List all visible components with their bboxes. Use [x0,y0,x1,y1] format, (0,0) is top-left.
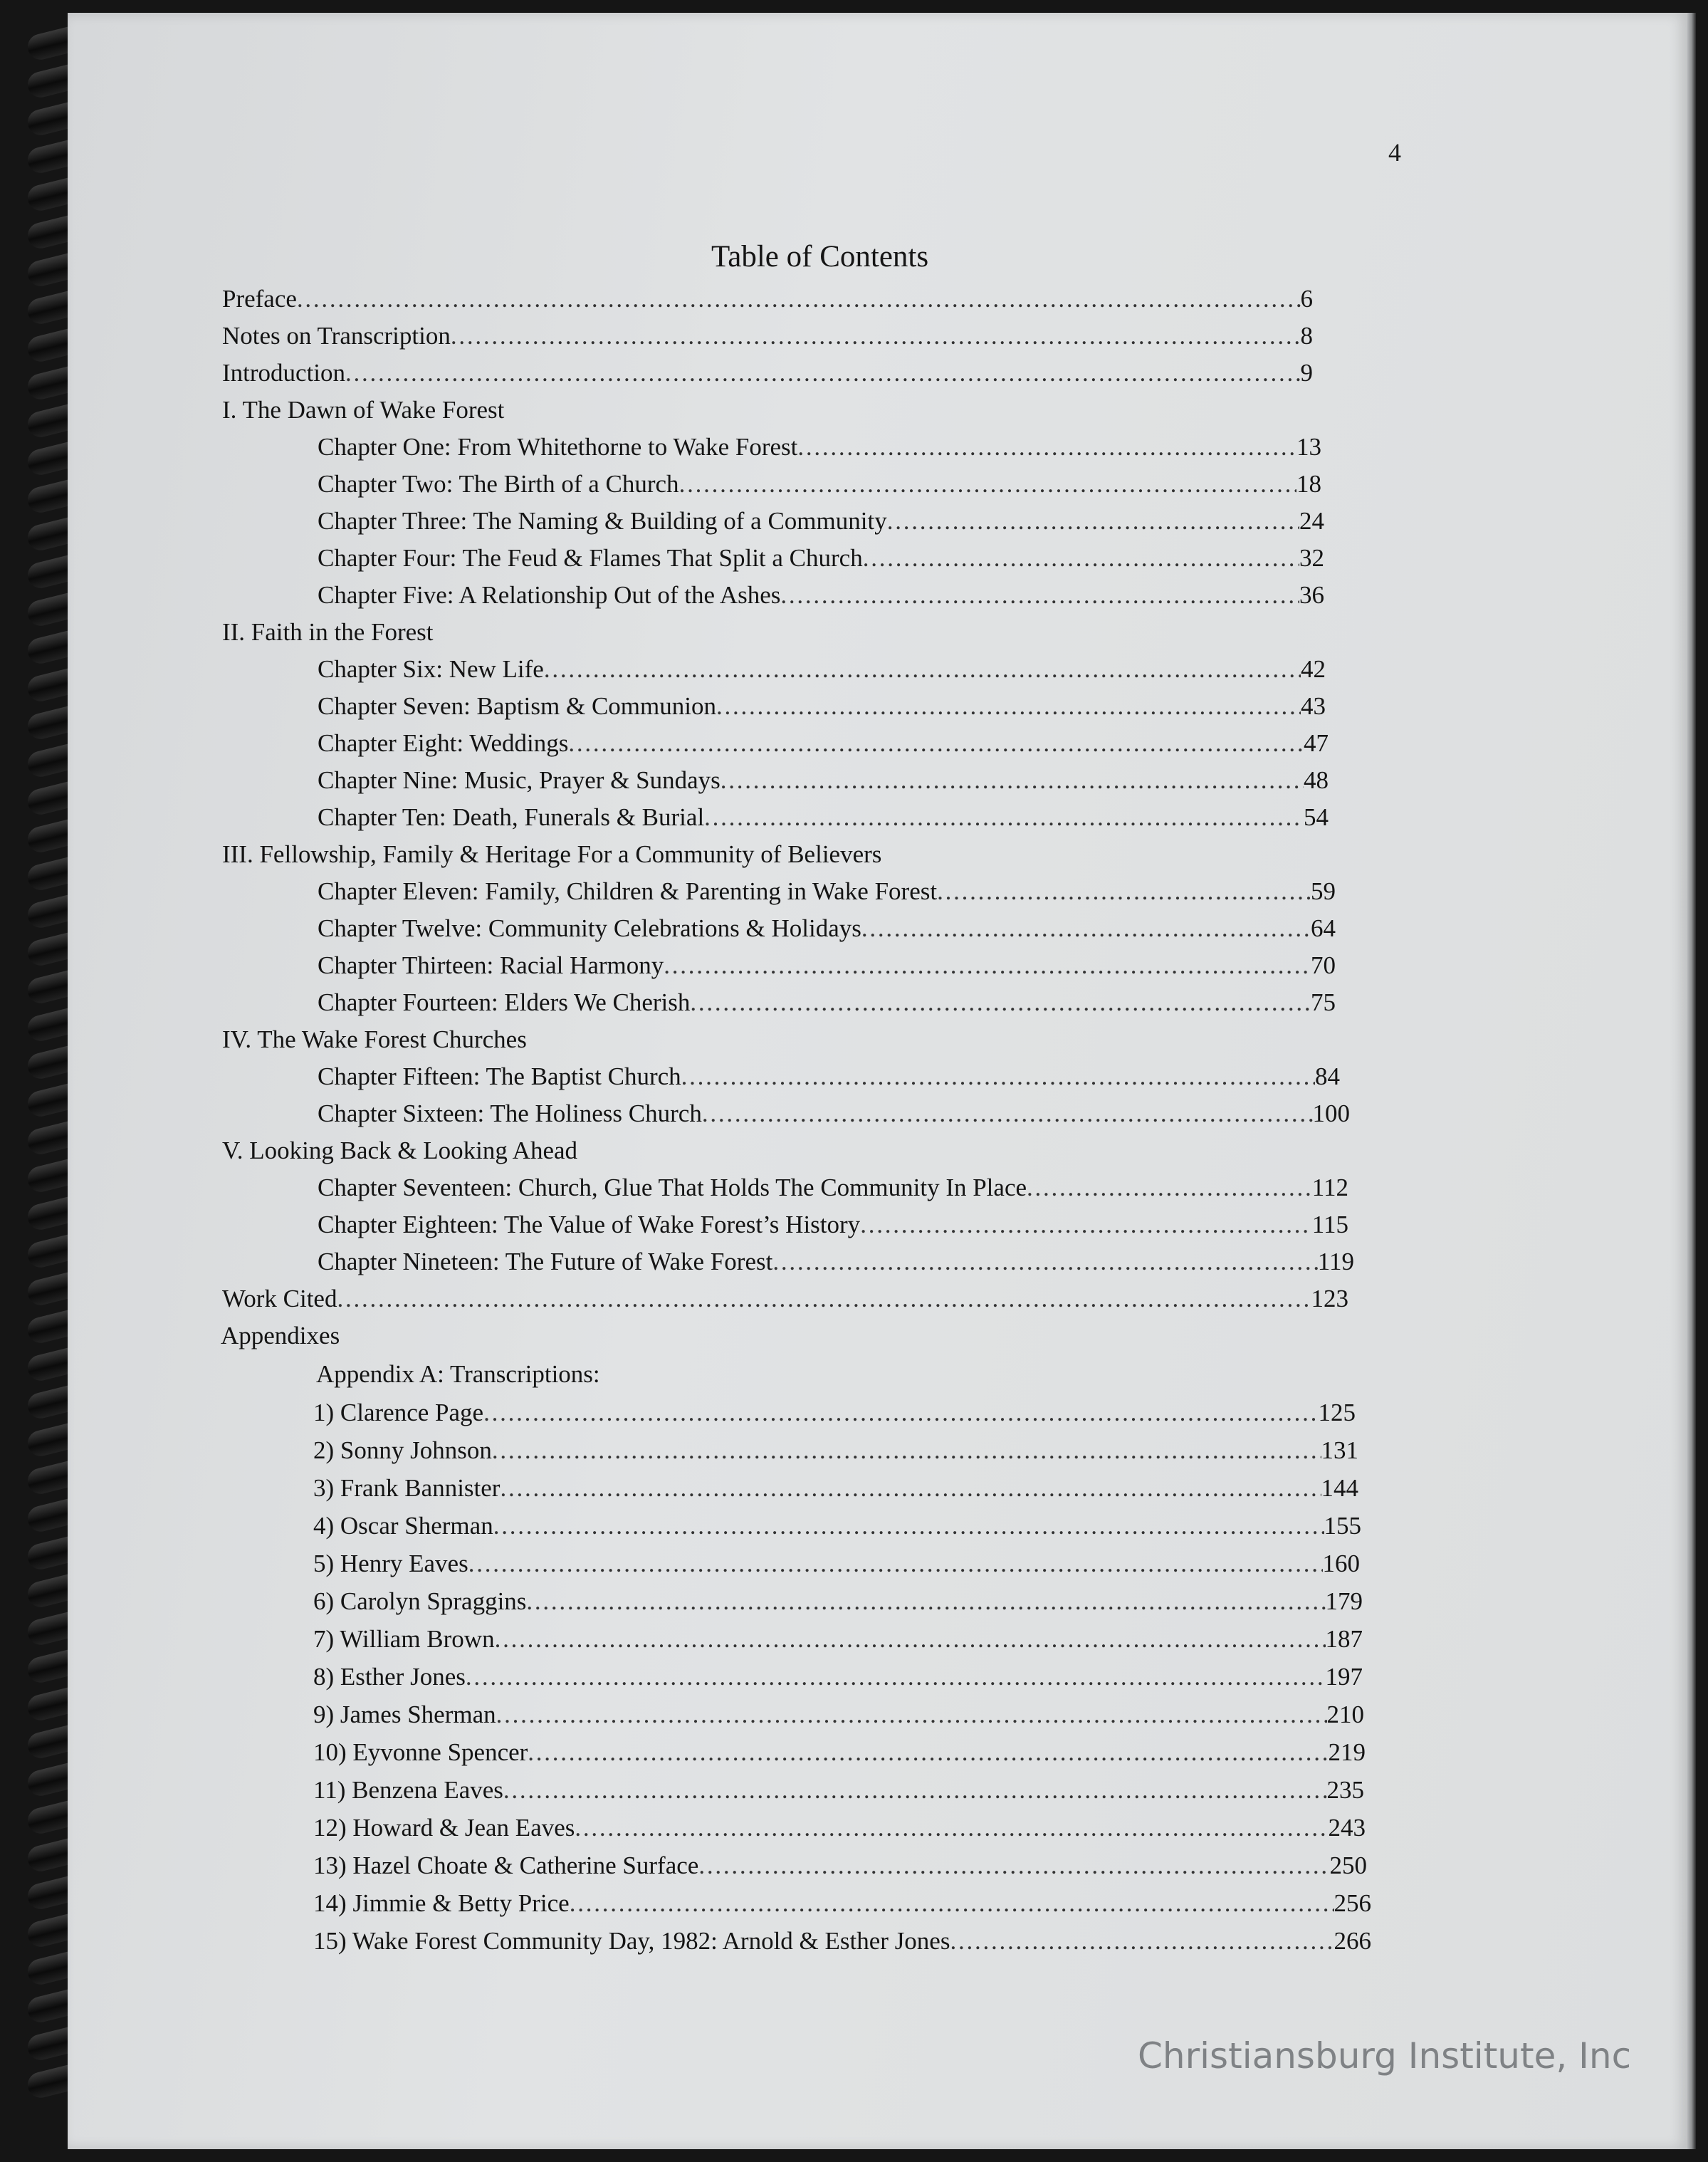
dot-leader [493,1512,1324,1540]
entry-label: Chapter Five: A Relationship Out of the Ashes [318,581,781,609]
entry-label: 12) Howard & Jean Eaves [313,1814,575,1842]
entry-label: 15) Wake Forest Community Day, 1982: Arnold & Esther Jones [313,1927,950,1955]
entry-label: 10) Eyvonne Spencer [313,1738,528,1766]
toc-entry [318,692,1326,721]
dot-leader [544,655,1301,684]
toc-entry [318,655,1326,684]
entry-label: Chapter Eighteen: The Value of Wake Forest’s History [318,1211,861,1238]
toc-entry [318,1174,1348,1202]
dot-leader [950,1927,1334,1955]
dot-leader [500,1474,1321,1503]
part-heading: V. Looking Back & Looking Ahead [222,1137,578,1164]
transcription-entry [313,1625,1363,1654]
entry-label: Chapter Nineteen: The Future of Wake Forest [318,1248,773,1275]
entry-label: Chapter Sixteen: The Holiness Church [318,1100,702,1127]
part-heading: IV. The Wake Forest Churches [222,1025,527,1053]
entry-page: 100 [1312,1100,1350,1127]
toc-entry [318,729,1329,758]
entry-label: Chapter Twelve: Community Celebrations & Holidays [318,914,861,942]
dot-leader [861,914,1311,943]
transcription-entry [313,1927,1371,1955]
dot-leader [526,1587,1325,1616]
entry-page: 187 [1325,1625,1363,1653]
entry-label: 6) Carolyn Spraggins [313,1587,527,1615]
dot-leader [528,1738,1328,1767]
toc-entry [318,507,1324,536]
entry-page: 64 [1311,914,1336,942]
entry-label: Chapter Fourteen: Elders We Cherish [318,988,691,1016]
appendixes-heading: Appendixes [221,1322,340,1349]
entry-page: 197 [1325,1663,1363,1691]
dot-leader [496,1701,1327,1729]
transcription-entry [313,1663,1363,1691]
entry-label: 14) Jimmie & Betty Price [313,1889,570,1917]
entry-page: 36 [1299,581,1324,609]
entry-page: 42 [1301,655,1326,683]
dot-leader [297,285,1301,313]
transcription-entry [313,1550,1360,1578]
entry-label: 2) Sonny Johnson [313,1436,492,1464]
entry-page: 235 [1326,1776,1364,1804]
transcription-entry [313,1587,1363,1616]
dot-leader [721,766,1304,795]
page-number: 4 [1388,138,1401,167]
dot-leader [451,322,1301,350]
toc-entry [318,581,1324,610]
entry-label: Chapter Three: The Naming & Building of a Community [318,507,887,535]
entry-page: 24 [1299,507,1324,535]
entry-page: 243 [1328,1814,1366,1842]
toc-entry [318,433,1321,461]
entry-page: 119 [1317,1248,1354,1275]
entry-label: 5) Henry Eaves [313,1550,468,1577]
page-edge [1687,13,1696,2149]
transcription-entry [313,1436,1358,1465]
toc-entry [318,877,1336,906]
entry-page: 155 [1324,1512,1361,1540]
dot-leader [681,1062,1315,1091]
entry-label: Preface [222,285,297,313]
transcription-entry [313,1776,1364,1805]
entry-page: 123 [1311,1285,1348,1312]
entry-page: 144 [1321,1474,1358,1502]
dot-leader [887,507,1299,536]
entry-page: 48 [1304,766,1329,794]
toc-entry [318,914,1336,943]
entry-label: Chapter Six: New Life [318,655,544,683]
dot-leader [503,1776,1327,1805]
entry-label: 3) Frank Bannister [313,1474,501,1502]
entry-page: 47 [1304,729,1329,757]
toc-entry [318,951,1336,980]
entry-label: Chapter Ten: Death, Funerals & Burial [318,803,705,831]
dot-leader [466,1663,1326,1691]
dot-leader [702,1100,1313,1128]
toc-entry [318,1100,1350,1128]
part-heading: II. Faith in the Forest [222,618,434,646]
toc-entry-introduction [222,359,1313,387]
entry-page: 32 [1299,544,1324,572]
dot-leader [797,433,1296,461]
dot-leader [716,692,1301,721]
entry-label: Chapter Fifteen: The Baptist Church [318,1062,681,1090]
dot-leader [860,1211,1312,1239]
dot-leader [495,1625,1326,1654]
dot-leader [483,1399,1318,1427]
toc-entry [318,803,1329,832]
entry-page: 9 [1300,359,1313,387]
entry-label: 7) William Brown [313,1625,495,1653]
entry-label: Chapter Thirteen: Racial Harmony [318,951,664,979]
entry-page: 219 [1328,1738,1366,1766]
entry-label: 13) Hazel Choate & Catherine Surface [313,1852,699,1879]
dot-leader [337,1285,1311,1313]
entry-label: Chapter One: From Whitethorne to Wake Forest [318,433,798,461]
entry-label: Chapter Eleven: Family, Children & Parenting in Wake Forest [318,877,938,905]
entry-page: 18 [1296,470,1321,498]
entry-label: Chapter Nine: Music, Prayer & Sundays [318,766,721,794]
transcription-entry [313,1474,1358,1503]
entry-page: 75 [1311,988,1336,1016]
transcription-entry [313,1889,1371,1918]
dot-leader [698,1852,1329,1880]
entry-label: 9) James Sherman [313,1701,496,1728]
dot-leader [664,951,1311,980]
entry-page: 179 [1325,1587,1363,1615]
transcription-entry [313,1399,1356,1427]
entry-page: 115 [1311,1211,1348,1238]
toc-title: Table of Contents [711,240,929,273]
entry-page: 256 [1334,1889,1371,1917]
entry-page: 210 [1326,1701,1364,1728]
entry-page: 54 [1304,803,1329,831]
entry-label: 11) Benzena Eaves [313,1776,503,1804]
part-heading: I. The Dawn of Wake Forest [222,396,505,424]
entry-label: Chapter Seventeen: Church, Glue That Holds The Community In Place [318,1174,1027,1201]
transcription-entry [313,1738,1366,1767]
entry-page: 160 [1322,1550,1360,1577]
dot-leader [937,877,1311,906]
toc-entry [318,1062,1340,1091]
entry-page: 131 [1321,1436,1358,1464]
dot-leader [704,803,1304,832]
entry-page: 13 [1296,433,1321,461]
dot-leader [570,1889,1334,1918]
entry-page: 59 [1311,877,1336,905]
dot-leader [468,1550,1323,1578]
entry-page: 43 [1301,692,1326,720]
toc-entry [318,1248,1354,1276]
entry-label: 8) Esther Jones [313,1663,466,1691]
entry-page: 70 [1311,951,1336,979]
entry-page: 266 [1334,1927,1371,1955]
dot-leader [575,1814,1328,1842]
toc-entry-notes [222,322,1313,350]
toc-entry [318,544,1324,573]
entry-label: Chapter Four: The Feud & Flames That Split a Church [318,544,863,572]
entry-page: 84 [1315,1062,1340,1090]
dot-leader [690,988,1311,1017]
toc-entry-preface [222,285,1313,313]
appendix-a-heading: Appendix A: Transcriptions: [316,1360,600,1388]
entry-page: 8 [1300,322,1313,350]
part-heading: III. Fellowship, Family & Heritage For a Community of Believers [222,840,882,868]
entry-label: Chapter Eight: Weddings [318,729,569,757]
entry-page: 125 [1318,1399,1356,1426]
toc-entry [318,470,1321,498]
dot-leader [772,1248,1317,1276]
transcription-entry [313,1512,1361,1540]
entry-label: Work Cited [222,1285,337,1312]
toc-entry [318,1211,1348,1239]
toc-entry [318,766,1329,795]
dot-leader [568,729,1304,758]
toc-entry [318,988,1336,1017]
entry-label: Chapter Seven: Baptism & Communion [318,692,716,720]
entry-label: Chapter Two: The Birth of a Church [318,470,679,498]
dot-leader [345,359,1300,387]
watermark: Christiansburg Institute, Inc [1138,2035,1632,2077]
toc-entry-work-cited [222,1285,1348,1313]
transcription-entry [313,1814,1366,1842]
entry-label: Introduction [222,359,346,387]
entry-label: 1) Clarence Page [313,1399,484,1426]
entry-label: 4) Oscar Sherman [313,1512,493,1540]
entry-page: 6 [1300,285,1313,313]
dot-leader [1027,1174,1312,1202]
transcription-entry [313,1852,1367,1880]
entry-page: 112 [1311,1174,1348,1201]
dot-leader [492,1436,1321,1465]
dot-leader [780,581,1299,610]
transcription-entry [313,1701,1364,1729]
dot-leader [863,544,1299,573]
entry-label: Notes on Transcription [222,322,451,350]
entry-page: 250 [1329,1852,1367,1879]
dot-leader [679,470,1296,498]
